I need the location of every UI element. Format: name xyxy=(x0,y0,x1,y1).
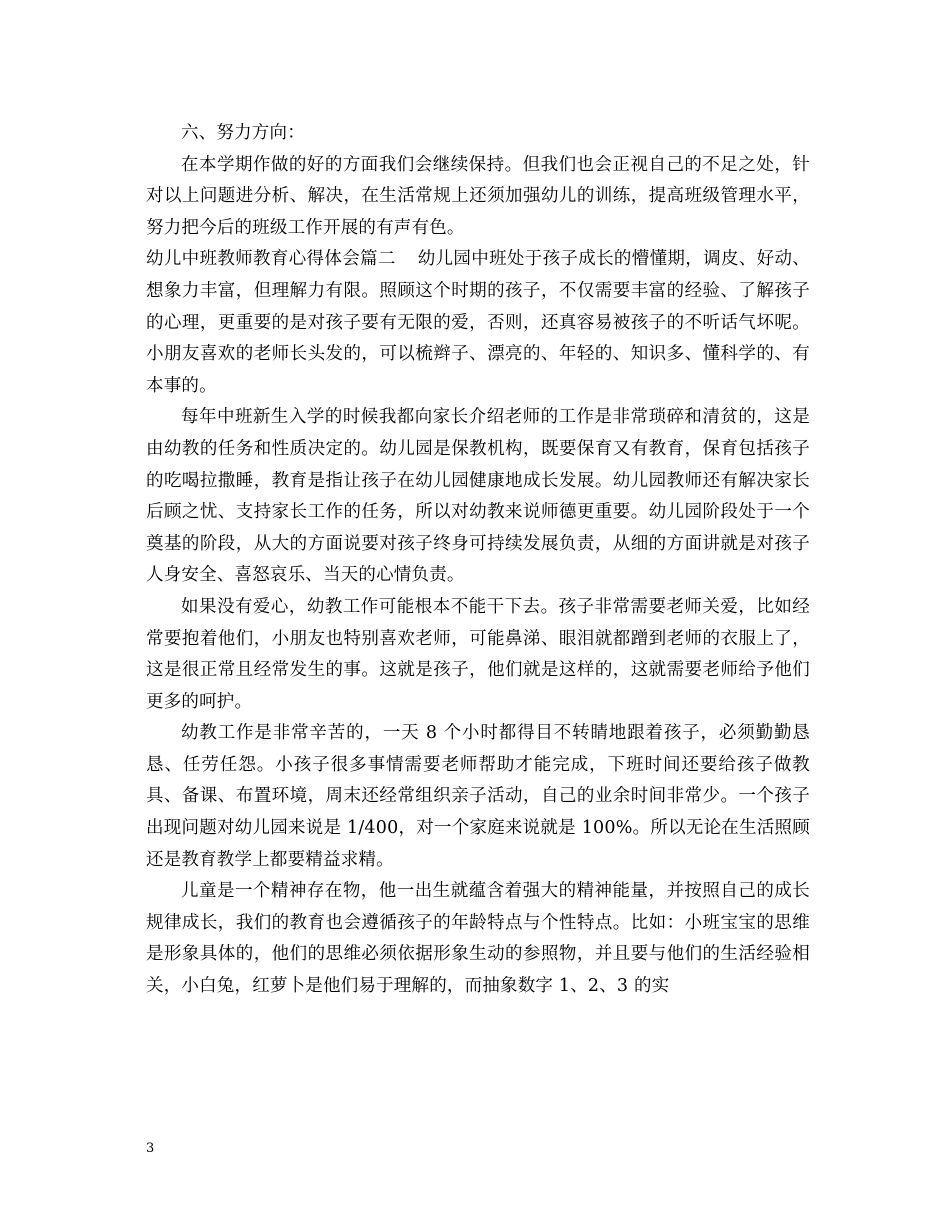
article-title: 幼儿中班教师教育心得体会篇二 xyxy=(146,249,396,270)
page-number: 3 xyxy=(146,1141,155,1156)
paragraph: 每年中班新生入学的时候我都向家长介绍老师的工作是非常琐碎和清贫的，这是由幼教的任务和性质决定的。幼儿园是保教机构，既要保育又有教育，保育包括孩子的吃喝拉撒睡，教育是指让孩子在幼儿园健康地成长发展。幼儿园教师还有解决家长后顾之忧、支持家长工作的任务，所以对幼教来说师德更重要。幼儿园阶段处于一个奠基的阶段，从大的方面说要对孩子终身可持续发展负责，从细的方面讲就是对孩子人身安全、喜怒哀乐、当天的心情负责。 xyxy=(146,407,810,586)
paragraph: 儿童是一个精神存在物，他一出生就蕴含着强大的精神能量，并按照自己的成长规律成长，我们的教育也会遵循孩子的年龄特点与个性特点。比如：小班宝宝的思维是形象具体的，他们的思维必须依据形象生动的参照物，并且要与他们的生活经验相关，小白兔，红萝卜是他们易于理解的，而抽象数字 1、2、3 的实 xyxy=(146,881,810,997)
document-body xyxy=(146,118,810,1003)
paragraph-with-title xyxy=(146,244,810,402)
section-heading: 六、努力方向： xyxy=(181,123,305,143)
paragraph: 在本学期作做的好的方面我们会继续保持。但我们也会正视自己的不足之处，针对以上问题进分析、解决，在生活常规上还须加强幼儿的训练，提高班级管理水平，努力把今后的班级工作开展的有声有色。 xyxy=(146,154,810,238)
paragraph: 幼教工作是非常辛苦的，一天 8 个小时都得目不转睛地跟着孩子，必须勤勤恳恳、任劳任怨。小孩子很多事情需要老师帮助才能完成，下班时间还要给孩子做教具、备课、布置环境，周末还经常组织亲子活动，自己的业余时间非常少。一个孩子出现问题对幼儿园来说是 1/400，对一个家庭来说就是 100%。所以无论在生活照顾还是教育教学上都要精益求精。 xyxy=(146,723,810,870)
paragraph-text: 幼儿园中班处于孩子成长的懵懂期，调皮、好动、想象力丰富，但理解力有限。照顾这个时期的孩子，不仅需要丰富的经验、了解孩子的心理，更重要的是对孩子要有无限的爱，否则，还真容易被孩子的不听话气坏呢。小朋友喜欢的老师长头发的，可以梳辫子、漂亮的、年轻的、知识多、懂科学的、有本事的。 xyxy=(146,249,810,396)
paragraph: 如果没有爱心，幼教工作可能根本不能干下去。孩子非常需要老师关爱，比如经常要抱着他们，小朋友也特别喜欢老师，可能鼻涕、眼泪就都蹭到老师的衣服上了，这是很正常且经常发生的事。这就是孩子，他们就是这样的，这就需要老师给予他们更多的呵护。 xyxy=(146,596,810,712)
